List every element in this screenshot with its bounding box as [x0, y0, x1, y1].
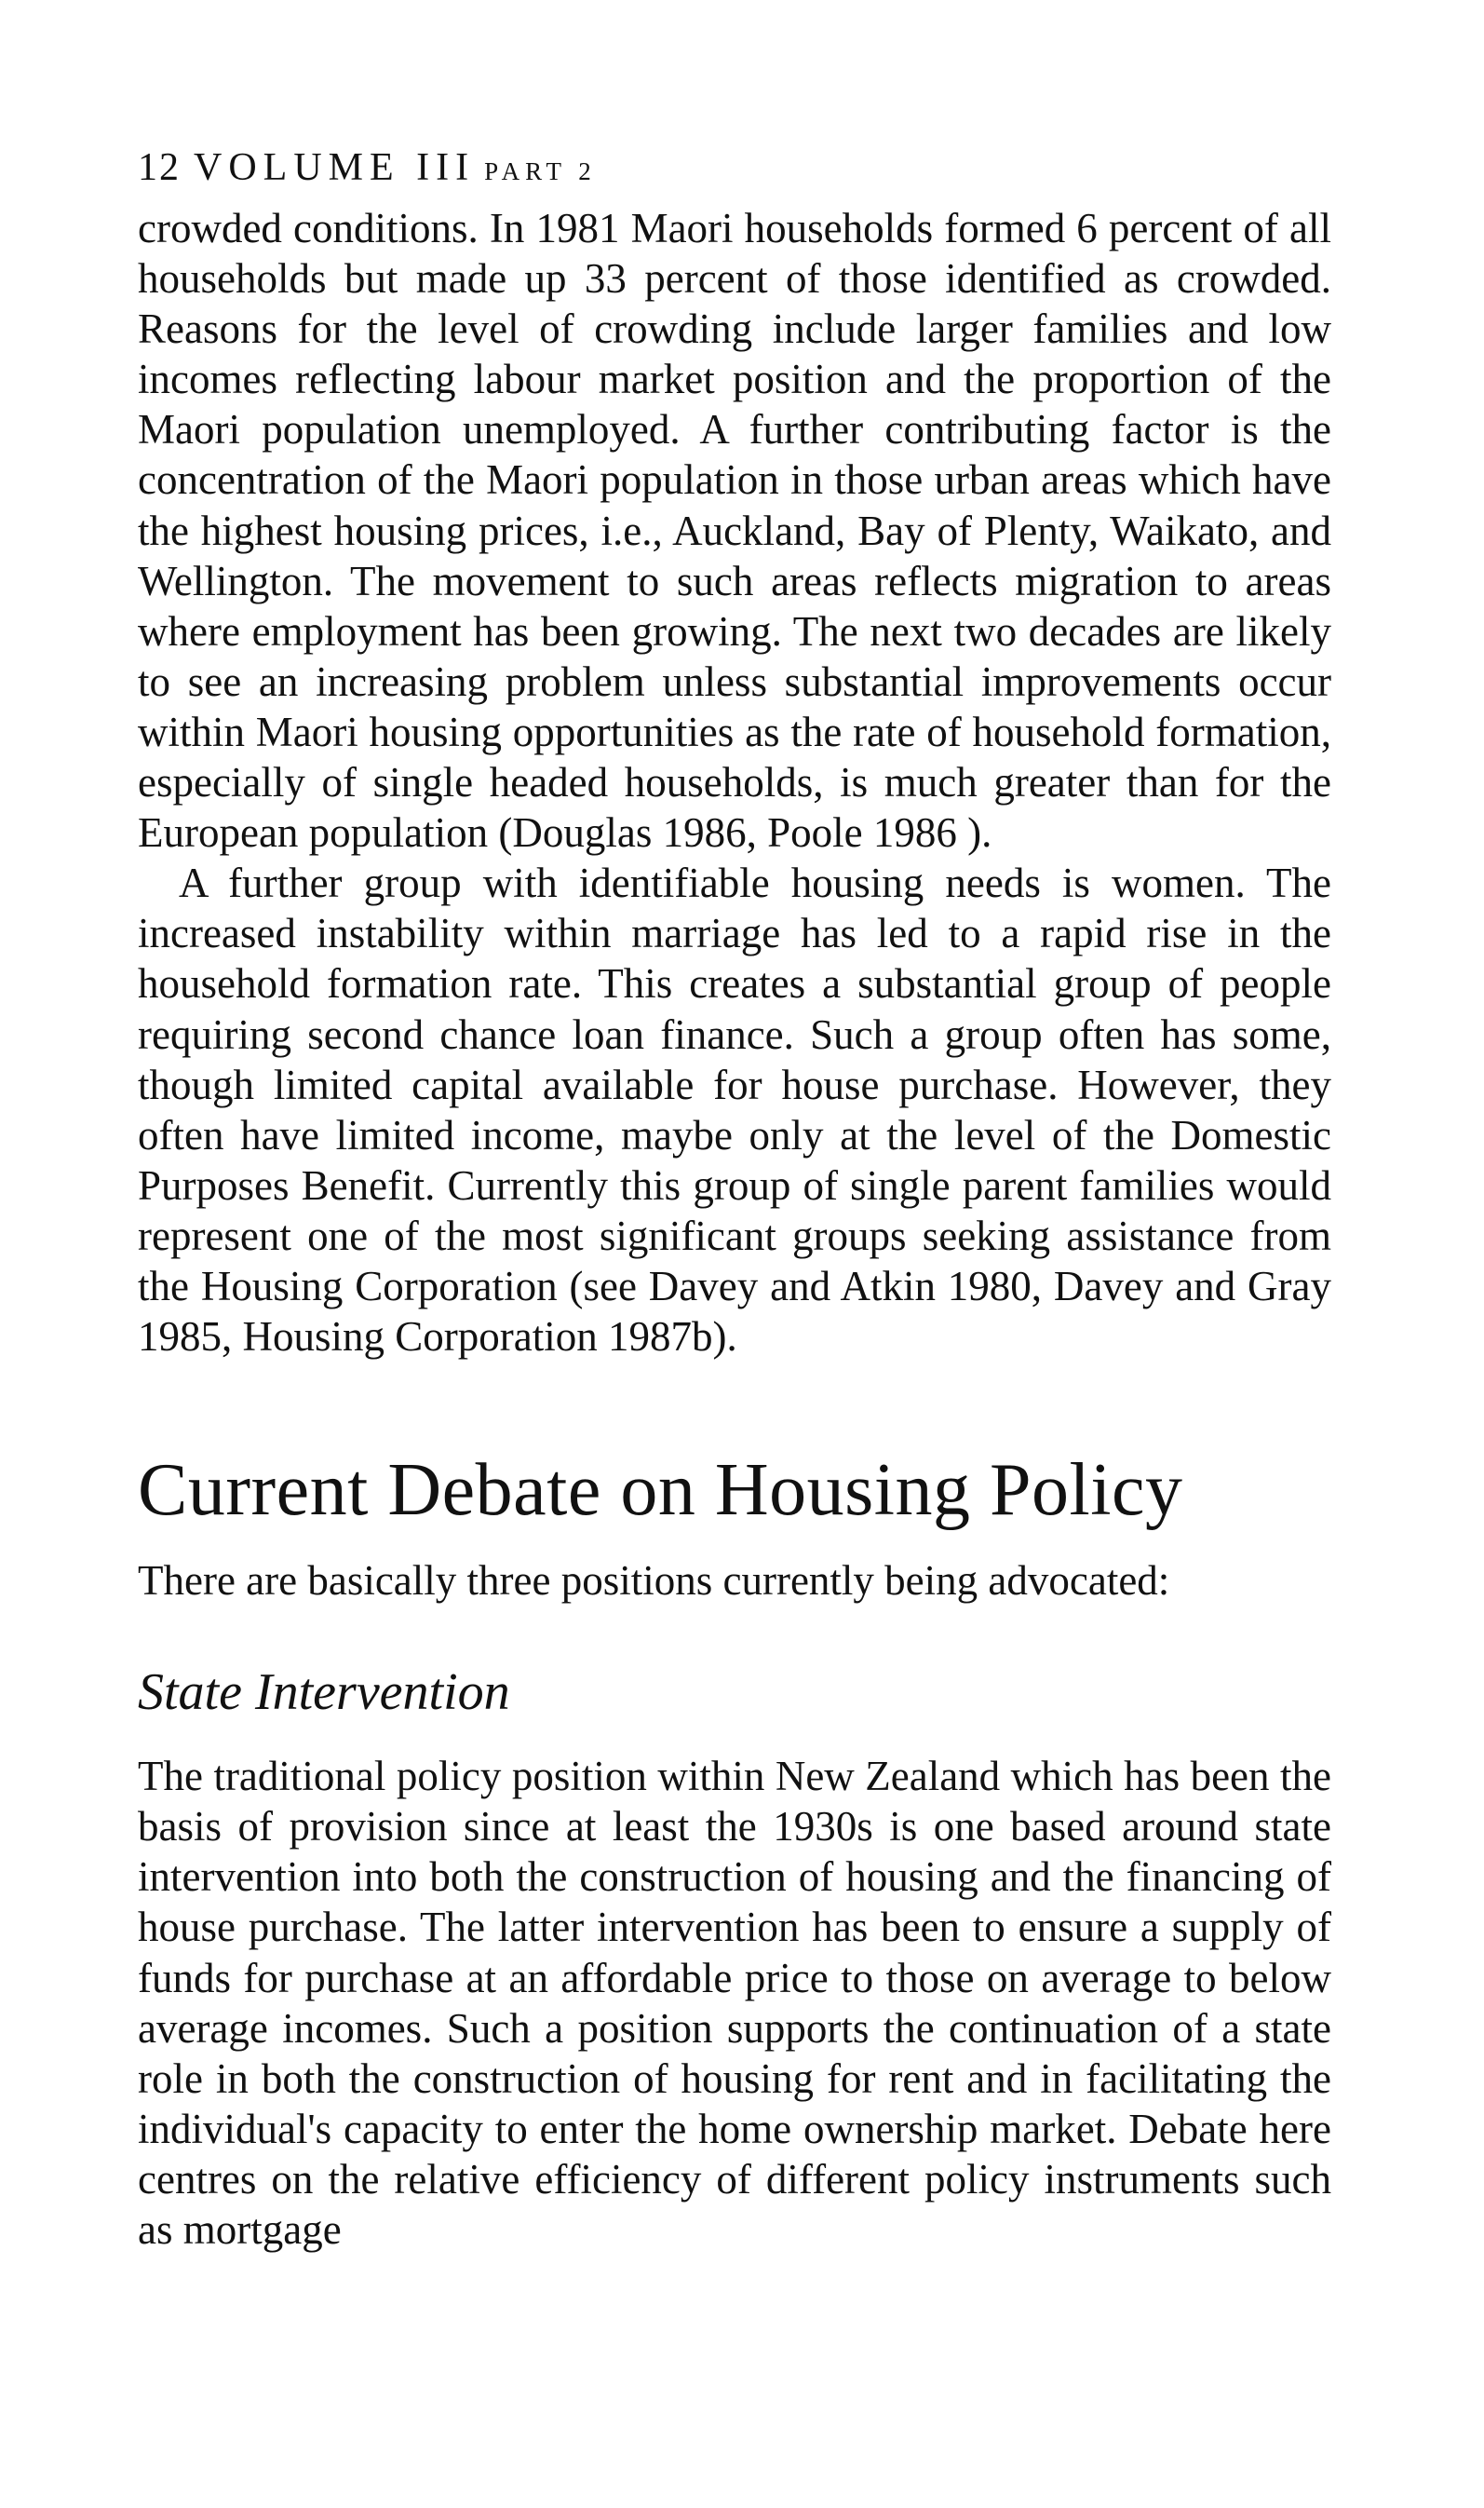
document-page — [138, 140, 1331, 2255]
page-number: 12 — [138, 146, 181, 189]
paragraph-crowding: crowded conditions. In 1981 Maori households formed 6 percent of all households but made up 33 percent of those identified as crowded. Reasons for the level of crowding include larger families and low incomes reflecting labour market position and the proportion of the Maori population unemployed. A further contributing factor is the concentration of the Maori population in those urban areas which have the highest housing prices, i.e., Auckland, Bay of Plenty, Waikato, and Wellington. The movement to such areas reflects migration to areas where employment has been growing. The next two decades are likely to see an increasing problem unless substantial improvements occur within Maori housing opportunities as the rate of household formation, especially of single headed households, is much greater than for the European population (Douglas 1986, Poole 1986 ). — [138, 205, 1331, 857]
section-intro: There are basically three positions currently being advocated: — [138, 1557, 1170, 1605]
paragraph-state-intervention: The traditional policy position within New Zealand which has been the basis of provision since at least the 1930s is one based around state intervention into both the construction of housing and the financing of house purchase. The latter intervention has been to ensure a supply of funds for purchase at an affordable price to those on average to below average incomes. Such a position supports the continuation of a state role in both the construction of housing for rent and in facilitating the individual's capacity to enter the home ownership market. Debate here centres on the relative efficiency of different policy instruments such as mortgage — [138, 1753, 1331, 2253]
part-label: PART 2 — [484, 157, 597, 185]
section-title: Current Debate on Housing Policy — [138, 1449, 1183, 1532]
subsection-title: State Intervention — [138, 1663, 510, 1722]
running-head — [138, 140, 1331, 196]
paragraph-women: A further group with identifiable housing needs is women. The increased instability within marriage has led to a rapid rise in the household formation rate. This creates a substantial group of people requiring second chance loan finance. Such a group often has some, though limited capital available for house purchase. However, they often have limited income, maybe only at the level of the Domestic Purposes Benefit. Currently this group of single parent families would represent one of the most significant groups seeking assistance from the Housing Corporation (see Davey and Atkin 1980, Davey and Gray 1985, Housing Corporation 1987b). — [138, 860, 1331, 1361]
volume-label: VOLUME III — [194, 146, 476, 189]
